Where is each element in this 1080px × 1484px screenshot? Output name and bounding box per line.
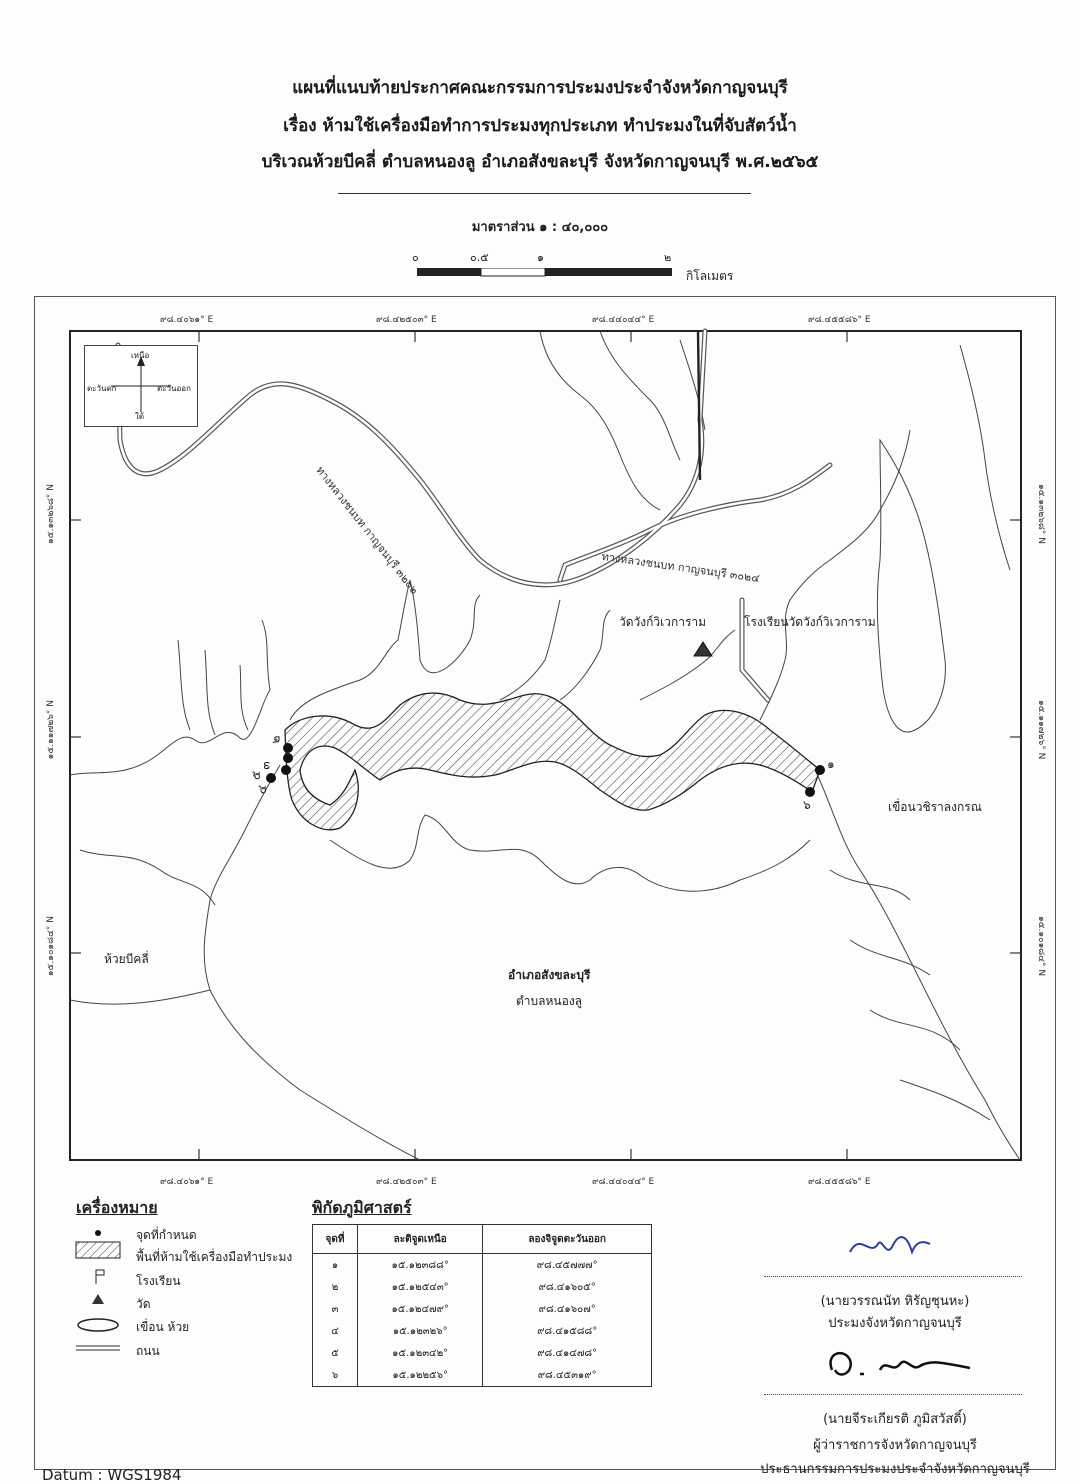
signer-1-title: ประมงจังหวัดกาญจนบุรี <box>828 1316 962 1331</box>
north-arrow <box>84 345 198 427</box>
temple-icon <box>694 642 712 656</box>
point-4-label: ๔ <box>255 784 270 795</box>
table-row <box>313 1276 652 1298</box>
compass-south: ใต้ <box>135 412 145 421</box>
latitude-label: ๑๕.๑๓๒๖๘° N <box>1036 484 1046 544</box>
cell-point: ๕ <box>313 1342 358 1364</box>
legend-item-area: พื้นที่ห้ามใช้เครื่องมือทำประมง <box>136 1250 293 1264</box>
signature-2-image <box>820 1340 980 1390</box>
longitude-label: ๙๘.๔๒๕๐๓° E <box>376 1177 437 1187</box>
district-label: อำเภอสังขละบุรี <box>508 968 591 982</box>
point-5-marker <box>266 773 276 783</box>
signer-2-title-2: ประธานกรรมการประมงประจำจังหวัดกาญจนบุรี <box>760 1462 1030 1477</box>
cell-lat: ๑๕.๑๒๕๔๓° <box>358 1276 483 1298</box>
coordinates-title: พิกัดภูมิศาสตร์ <box>312 1198 412 1217</box>
shoreline-east-inlets <box>830 870 990 1120</box>
point-4-marker <box>281 765 291 775</box>
table-row <box>313 1342 652 1364</box>
cell-lon: ๙๘.๔๑๖๐๗° <box>483 1298 652 1320</box>
cell-lon: ๙๘.๔๑๔๗๘° <box>483 1342 652 1364</box>
streams-north <box>540 331 705 510</box>
legend-item-dam: เขื่อน ห้วย <box>136 1320 190 1334</box>
datum-label: Datum : WGS1984 <box>42 1466 182 1484</box>
point-3-marker <box>283 753 293 763</box>
longitude-label: ๙๘.๔๒๕๐๓° E <box>376 315 437 325</box>
legend-dam-icon <box>78 1319 118 1331</box>
latitude-label: ๑๕.๑๓๒๖๘° N <box>46 484 56 544</box>
latitude-label: ๑๕.๑๑๗๒๖° N <box>46 700 56 760</box>
map-title-line-3: บริเวณห้วยบีคลี่ ตำบลหนองลู อำเภอสังขละบุรี จังหวัดกาญจนบุรี พ.ศ.๒๕๖๕ <box>261 152 819 172</box>
legend-item-temple: วัด <box>136 1297 151 1311</box>
cell-lon: ๙๘.๔๑๕๘๘° <box>483 1320 652 1342</box>
longitude-label: ๙๘.๔๕๕๘๖° E <box>808 315 871 325</box>
legend-area-icon <box>76 1242 120 1258</box>
point-3-label: ๓ <box>258 761 273 770</box>
point-1-label: ๑ <box>827 757 835 771</box>
dam-label: เขื่อนวชิราลงกรณ <box>888 800 982 814</box>
shoreline-south <box>330 815 810 891</box>
cell-point: ๓ <box>313 1298 358 1320</box>
compass-north: เหนือ <box>131 351 150 360</box>
scale-unit: กิโลเมตร <box>686 269 734 283</box>
legend-symbols <box>74 1222 134 1362</box>
point-2-marker <box>283 743 293 753</box>
legend-temple-icon <box>92 1294 104 1304</box>
latitude-label: ๑๕.๑๐๑๘๔° N <box>1036 916 1046 977</box>
cell-lon: ๙๘.๔๑๖๐๕° <box>483 1276 652 1298</box>
legend-school-icon <box>96 1270 104 1284</box>
compass-east: ตะวันออก <box>157 384 191 393</box>
cell-point: ๑ <box>313 1254 358 1277</box>
scale-ratio: มาตราส่วน ๑ : ๔๐,๐๐๐ <box>471 220 609 235</box>
prohibited-fishing-area <box>285 693 820 830</box>
stream-label: ห้วยบีคลี่ <box>104 952 149 966</box>
cell-lat: ๑๕.๑๒๓๒๖° <box>358 1320 483 1342</box>
signature-2-line <box>764 1394 1022 1395</box>
cell-lat: ๑๕.๑๒๓๔๒° <box>358 1342 483 1364</box>
longitude-label: ๙๘.๔๐๖๑° E <box>160 315 214 325</box>
point-5-label: ๕ <box>249 770 264 781</box>
scale-tick: ๐ <box>412 251 419 264</box>
signer-2-title: ผู้ว่าราชการจังหวัดกาญจนบุรี <box>813 1438 977 1453</box>
longitude-label: ๙๘.๔๔๐๔๔° E <box>592 1177 655 1187</box>
stream-northeast <box>960 345 1010 570</box>
school-label: โรงเรียนวัดวังก์วิเวการาม <box>744 615 876 629</box>
shoreline-west-inlets <box>178 640 248 735</box>
scale-tick: ๑ <box>537 251 544 264</box>
table-header: จุดที่ <box>313 1225 358 1254</box>
map-title-line-2: เรื่อง ห้ามใช้เครื่องมือทำการประมงทุกประเภท ทำประมงในที่จับสัตว์น้ำ <box>283 116 797 136</box>
temple-label: วัดวังก์วิเวการาม <box>619 615 707 629</box>
cell-lon: ๙๘.๔๕๗๗๗° <box>483 1254 652 1277</box>
table-row <box>313 1364 652 1387</box>
table-row <box>313 1298 652 1320</box>
point-2-label: ๒ <box>268 735 283 744</box>
cell-lon: ๙๘.๔๕๓๑๙° <box>483 1364 652 1387</box>
legend-road-icon <box>76 1346 120 1350</box>
longitude-label: ๙๘.๔๔๐๔๔° E <box>592 315 655 325</box>
road-3024-label: ทางหลวงชนบท กาญจนบุรี ๓๐๒๔ <box>600 549 761 586</box>
shoreline-east <box>815 770 1020 1160</box>
legend-item-point: จุดที่กำหนด <box>136 1228 197 1242</box>
signature-1-line <box>764 1276 1022 1277</box>
legend-item-school: โรงเรียน <box>136 1274 181 1288</box>
road-3202-label: ทางหลวงชนบท กาญจนบุรี ๓๒๐๒ <box>313 463 422 597</box>
shoreline-west <box>70 620 270 775</box>
table-row <box>313 1320 652 1342</box>
cell-lat: ๑๕.๑๒๒๕๖° <box>358 1364 483 1387</box>
signer-1-name: (นายวรรณนัท หิรัญชุนหะ) <box>820 1294 970 1309</box>
legend-point-icon <box>95 1230 101 1236</box>
point-1-marker <box>815 765 825 775</box>
point-6-label: ๖ <box>803 798 811 812</box>
table-row <box>313 1254 652 1277</box>
stream-hui-bikhli <box>70 990 210 1004</box>
latitude-label: ๑๕.๑๑๗๒๖° N <box>1036 700 1046 760</box>
table-header: ละติจูดเหนือ <box>358 1225 483 1254</box>
legend-item-road: ถนน <box>136 1344 160 1358</box>
longitude-label: ๙๘.๔๕๕๘๖° E <box>808 1177 871 1187</box>
map-title-line-1: แผนที่แนบท้ายประกาศคณะกรรมการประมงประจำจังหวัดกาญจนบุรี <box>292 78 788 98</box>
cell-point: ๖ <box>313 1364 358 1387</box>
latitude-label: ๑๕.๑๐๑๘๔° N <box>46 916 56 977</box>
cell-point: ๒ <box>313 1276 358 1298</box>
coordinates-table <box>312 1224 652 1387</box>
shoreline-northeast <box>760 430 910 720</box>
longitude-label: ๙๘.๔๐๖๑° E <box>160 1177 214 1187</box>
legend-title: เครื่องหมาย <box>76 1198 158 1217</box>
island-east <box>877 440 945 732</box>
subdistrict-label: ตำบลหนองลู <box>516 994 583 1008</box>
scale-tick: ๒ <box>664 251 672 264</box>
table-header: ลองจิจูดตะวันออก <box>483 1225 652 1254</box>
compass-west: ตะวันตก <box>87 384 117 393</box>
scale-tick: ๐.๕ <box>470 251 489 264</box>
signer-2-name: (นายจีระเกียรติ ภูมิสวัสดิ์) <box>823 1412 967 1427</box>
cell-lat: ๑๕.๑๒๓๘๘° <box>358 1254 483 1277</box>
shoreline-south-west-2 <box>80 850 215 905</box>
cell-point: ๔ <box>313 1320 358 1342</box>
cell-lat: ๑๕.๑๒๔๗๙° <box>358 1298 483 1320</box>
signature-1-image <box>840 1222 940 1272</box>
